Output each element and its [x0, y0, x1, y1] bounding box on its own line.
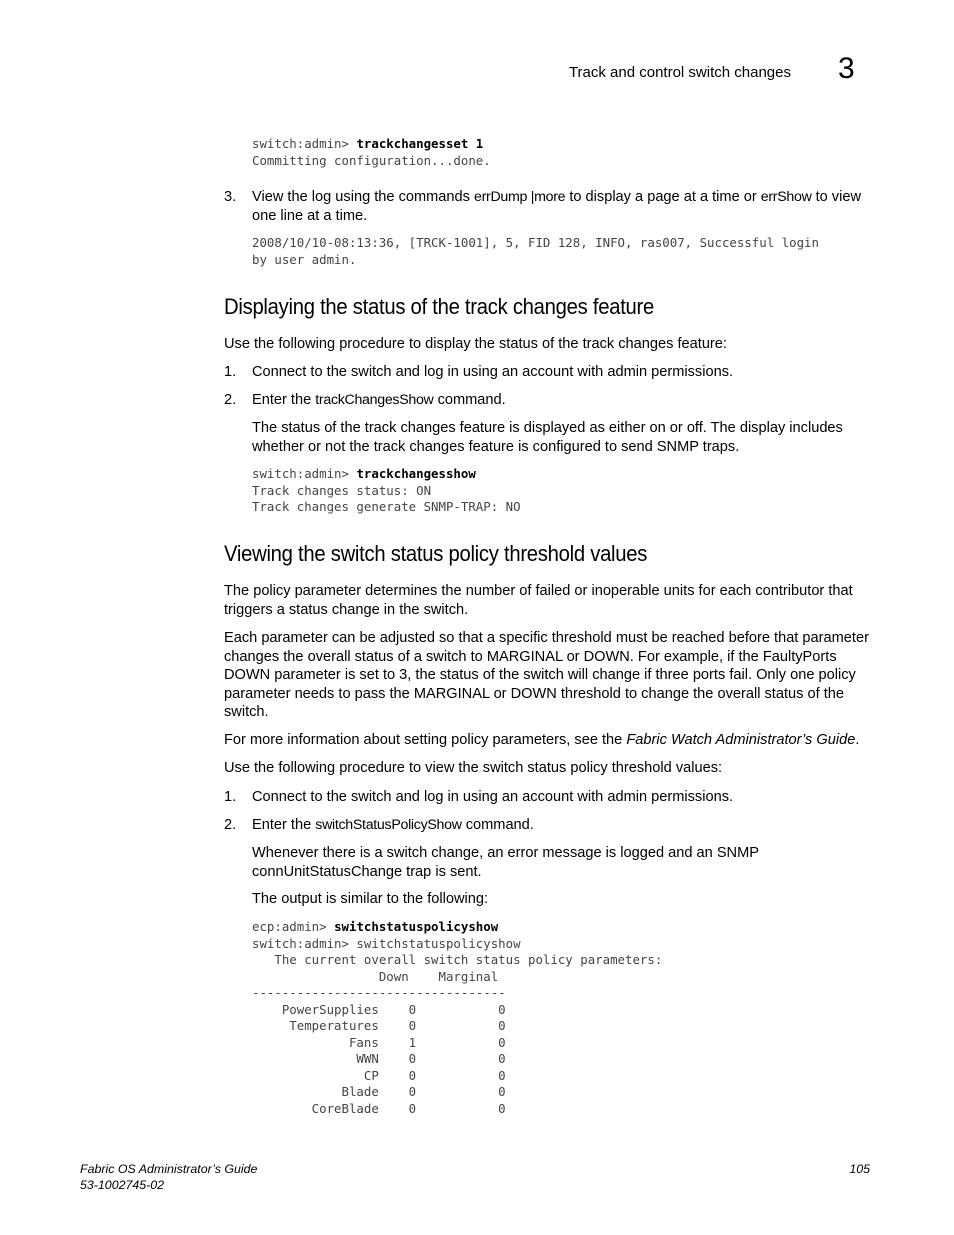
paragraph-text: For more information about setting policy parameters, see the — [224, 732, 627, 748]
book-title: Fabric Watch Administrator’s Guide — [626, 732, 856, 748]
step-description: Whenever there is a switch change, an error message is logged and an SNMP connUnitStatusChange trap is sent. — [252, 845, 759, 880]
step-1-text: Connect to the switch and log in using an account with admin permissions. — [252, 789, 734, 805]
step-number: 2. — [224, 817, 237, 833]
code-output-line: Track changes status: ON — [252, 482, 432, 498]
paragraph-text: . — [855, 732, 860, 748]
code-table-header: Down Marginal — [252, 968, 499, 984]
step-3-text — [252, 188, 872, 225]
code-output-line: Committing configuration...done. — [252, 152, 491, 168]
command-name: errShow — [760, 189, 812, 205]
section-heading-policy-threshold: Viewing the switch status policy threshold values — [224, 541, 648, 566]
chapter-number: 3 — [838, 52, 855, 85]
code-table-row: Fans 1 0 — [252, 1034, 506, 1050]
code-command: switchstatuspolicyshow — [334, 919, 499, 934]
step-text: to view one line at a time. — [252, 189, 861, 224]
code-prompt: switch:admin> — [252, 136, 357, 151]
section-heading-track-changes-status: Displaying the status of the track changes feature — [224, 294, 655, 319]
code-table-row: Temperatures 0 0 — [252, 1018, 506, 1033]
code-block-trackchangesset — [252, 136, 491, 169]
code-prompt: switch:admin> — [252, 466, 357, 481]
code-table-row: WWN 0 0 — [252, 1051, 506, 1066]
code-output-line: by user admin. — [252, 251, 357, 267]
code-command: trackchangesshow — [356, 466, 476, 481]
code-block-trackchangesshow — [252, 466, 521, 516]
step-2-text — [252, 816, 872, 835]
code-output-line: The current overall switch status policy parameters: — [252, 952, 663, 967]
step-text: Enter the — [252, 817, 316, 833]
step-description: The status of the track changes feature is displayed as either on or off. The display includes whether or not the track changes feature is configured to send SNMP traps. — [252, 420, 843, 455]
code-output-line: 2008/10/10-08:13:36, [TRCK-1001], 5, FID 128, INFO, ras007, Successful login — [252, 235, 819, 250]
command-name: switchStatusPolicyShow — [315, 817, 462, 833]
step-text: View the log using the commands — [252, 189, 475, 205]
code-table-row: Blade 0 0 — [252, 1084, 506, 1099]
code-output-line: Track changes generate SNMP-TRAP: NO — [252, 499, 521, 514]
paragraph — [224, 731, 874, 750]
command-name: errDump |more — [474, 189, 566, 205]
running-header-title: Track and control switch changes — [568, 64, 791, 81]
footer-guide-title: Fabric OS Administrator’s Guide — [80, 1162, 258, 1176]
section-intro: Use the following procedure to display the status of the track changes feature: — [224, 336, 727, 352]
code-table-row: PowerSupplies 0 0 — [252, 1001, 506, 1017]
step-text: command. — [433, 392, 506, 408]
code-table-divider: ---------------------------------- — [252, 985, 506, 1000]
footer-page-number: 105 — [849, 1162, 870, 1176]
step-1-text: Connect to the switch and log in using an account with admin permissions. — [252, 364, 734, 380]
code-block-switchstatuspolicyshow — [252, 919, 662, 1117]
step-number: 1. — [224, 364, 237, 380]
code-table-row: CoreBlade 0 0 — [252, 1100, 506, 1116]
paragraph: Use the following procedure to view the switch status policy threshold values: — [224, 760, 723, 776]
code-command: trackchangesset 1 — [356, 136, 484, 151]
paragraph: The policy parameter determines the number of failed or inoperable units for each contributor that triggers a status change in the switch. — [224, 583, 853, 618]
step-number: 2. — [224, 392, 237, 408]
command-name: trackChangesShow — [315, 392, 434, 408]
step-number: 3. — [224, 189, 237, 205]
step-text: Enter the — [252, 392, 316, 408]
step-description: The output is similar to the following: — [252, 891, 489, 907]
code-output-line: switch:admin> switchstatuspolicyshow — [252, 935, 521, 951]
paragraph: Each parameter can be adjusted so that a specific threshold must be reached before that parameter changes the overall status of a switch to MARGINAL or DOWN. For example, if the FaultyPorts DOWN parameter is set to 3, the status of the switch will change if three ports fail. Only one policy parameter needs to pass the MARGINAL or DOWN threshold to change the overall status of the switch. — [224, 630, 869, 721]
step-number: 1. — [224, 789, 237, 805]
step-2-text — [252, 391, 872, 410]
footer-document-number: 53-1002745-02 — [80, 1178, 165, 1192]
step-text: to display a page at a time or — [565, 189, 761, 205]
code-block-log-output — [252, 235, 819, 268]
step-text: command. — [461, 817, 534, 833]
code-table-row: CP 0 0 — [252, 1067, 506, 1083]
code-prompt: ecp:admin> — [252, 919, 335, 934]
